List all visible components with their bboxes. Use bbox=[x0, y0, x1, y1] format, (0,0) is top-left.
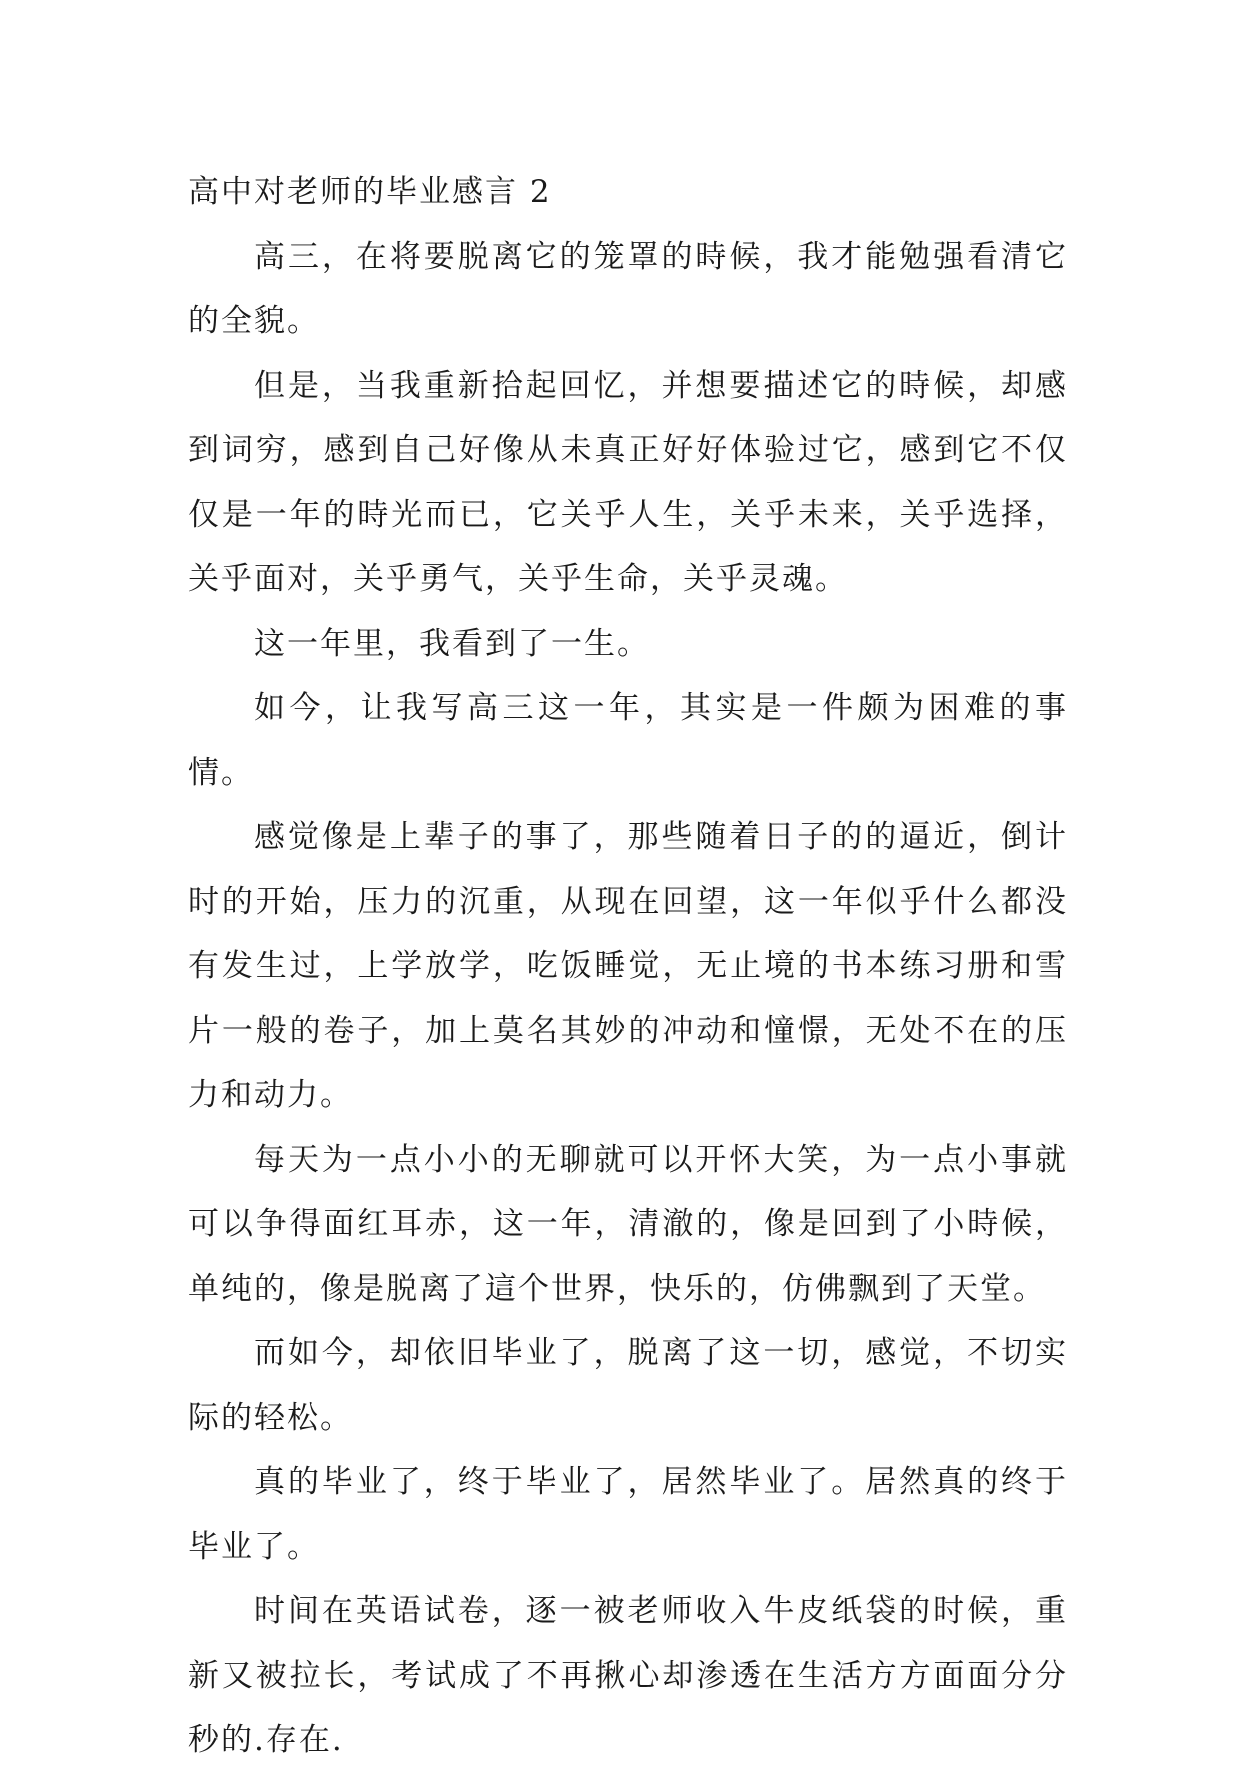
document-body bbox=[188, 160, 1068, 1773]
paragraph-5: 感觉像是上辈子的事了，那些随着日子的的逼近，倒计时的开始，压力的沉重，从现在回望，这一年似乎什么都没有发生过，上学放学，吃饭睡觉，无止境的书本练习册和雪片一般的卷子，加上莫名其妙的冲动和憧憬，无处不在的压力和动力。 bbox=[188, 819, 1068, 1113]
paragraph-9: 时间在英语试卷，逐一被老师收入牛皮纸袋的时候，重新又被拉长，考试成了不再揪心却渗透在生活方方面面分分秒的.存在. bbox=[188, 1593, 1068, 1758]
paragraph-1: 高三，在将要脱离它的笼罩的時候，我才能勉强看清它的全貌。 bbox=[188, 238, 1068, 339]
paragraph-3: 这一年里，我看到了一生。 bbox=[254, 625, 650, 662]
paragraph-6: 每天为一点小小的无聊就可以开怀大笑，为一点小事就可以争得面红耳赤，这一年，清澈的，像是回到了小時候，单纯的，像是脱离了這个世界，快乐的，仿佛飘到了天堂。 bbox=[188, 1141, 1068, 1307]
paragraph-7: 而如今，却依旧毕业了，脱离了这一切，感觉，不切实际的轻松。 bbox=[188, 1335, 1068, 1436]
paragraph-8: 真的毕业了，终于毕业了，居然毕业了。居然真的终于毕业了。 bbox=[188, 1464, 1068, 1565]
paragraph-4: 如今，让我写高三这一年，其实是一件颇为困难的事情。 bbox=[188, 690, 1068, 791]
paragraph-2: 但是，当我重新拾起回忆，并想要描述它的時候，却感到词穷，感到自己好像从未真正好好体验过它，感到它不仅仅是一年的時光而已，它关乎人生，关乎未来，关乎选择，关乎面对，关乎勇气，关乎生命，关乎灵魂。 bbox=[188, 367, 1068, 597]
document-title: 高中对老师的毕业感言 2 bbox=[188, 174, 552, 210]
